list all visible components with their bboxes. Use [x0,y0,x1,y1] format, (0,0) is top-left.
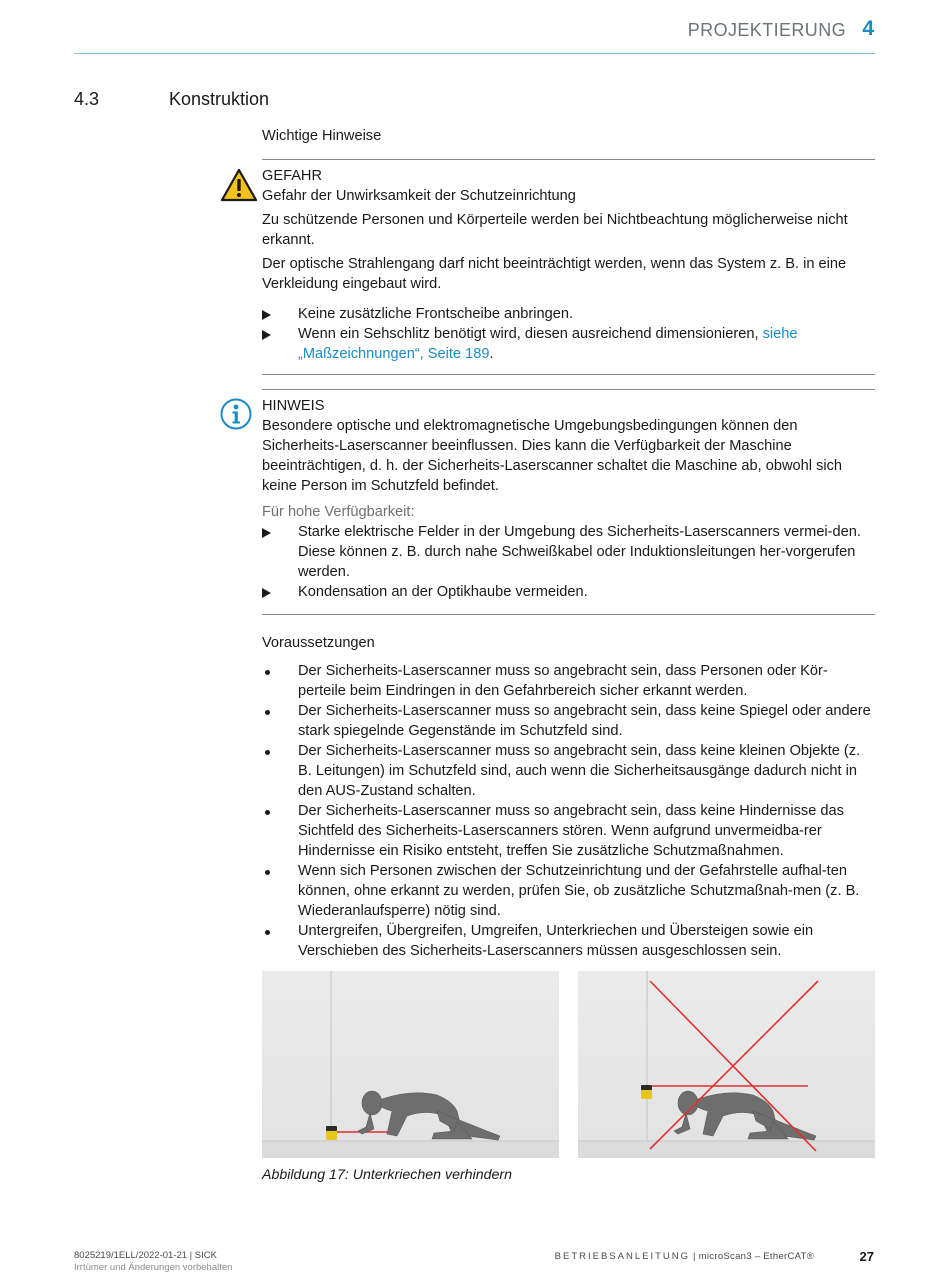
list-item: Der Sicherheits-Laserscanner muss so angebracht sein, dass keine Hindernisse das Sichtfeld des Sicherheits-Laserscanners stören. Wenn aufgrund unvermeidba-rer Hindernisse ein Risiko entsteht, treffen Sie zusätzliche Schutzmaßnahmen. [262,801,875,861]
chapter-title: PROJEKTIERUNG [687,20,846,40]
arrow-marker-icon [262,528,271,538]
list-item: Starke elektrische Felder in der Umgebung des Sicherheits-Laserscanners vermei-den. Diese können z. B. durch nahe Schweißkabel oder Induktionsleitungen her-vorgerufen werden. [262,522,875,582]
notice-lead: Für hohe Verfügbarkeit: [262,504,415,520]
list-item: Der Sicherheits-Laserscanner muss so angebracht sein, dass keine Spiegel oder andere stark spiegelnde Gegenstände im Schutzfeld sind. [262,701,875,741]
notice-bottom-rule [262,614,875,615]
list-item: Untergreifen, Übergreifen, Umgreifen, Unterkriechen und Übersteigen sowie ein Verschieben des Sicherheits-Laserscanners müssen ausgeschlossen sein. [262,921,875,961]
footer-left [74,1250,232,1274]
arrow-marker-icon [262,588,271,598]
bullet-marker [265,810,270,815]
danger-paragraph-1: Zu schützende Personen und Körperteile werden bei Nichtbeachtung möglicherweise nicht erkannt. [262,212,848,248]
chapter-number: 4 [862,17,874,40]
manual-type: BETRIEBSANLEITUNG [554,1251,691,1262]
warning-triangle-icon [220,168,258,202]
danger-block [262,166,875,364]
prerequisites-list [262,661,875,961]
list-item: Wenn ein Sehschlitz benötigt wird, diesen ausreichend dimensionieren, siehe „Maßzeichnungen“, Seite 189. [262,324,875,364]
bullet-marker [265,670,270,675]
bullet-marker [265,750,270,755]
section-number: 4.3 [74,89,100,109]
bullet-marker [265,930,270,935]
prerequisites-heading: Voraussetzungen [262,635,375,651]
important-notes-heading: Wichtige Hinweise [262,128,382,144]
document-id: 8025219/1ELL/2022-01-21 | SICK [74,1250,217,1261]
figure-caption: Abbildung 17: Unterkriechen verhindern [262,1167,513,1183]
bullet-marker [265,870,270,875]
figure-wrong-mounting [578,971,875,1158]
arrow-marker-icon [262,310,271,320]
header-rule [74,53,875,54]
notice-block [262,396,875,602]
disclaimer: Irrtümer und Änderungen vorbehalten [74,1262,233,1273]
page-number: 27 [859,1249,874,1264]
figure-correct-mounting [262,971,559,1158]
prerequisites-block [262,661,875,961]
footer-right [555,1251,814,1262]
danger-subtitle: Gefahr der Unwirksamkeit der Schutzeinrichtung [262,188,576,204]
danger-top-rule [262,159,875,160]
notice-label: HINWEIS [262,398,325,414]
notice-action-list [262,522,875,602]
info-circle-icon [220,398,252,430]
danger-action-list [262,304,875,364]
danger-bottom-rule [262,374,875,375]
cross-reference-link[interactable]: siehe „Maßzeichnungen“, Seite 189 [298,326,798,362]
notice-paragraph: Besondere optische und elektromagnetische Umgebungsbedingungen können den Sicherheits-Laserscanner beeinflussen. Dies kann die Verfügbarkeit der Maschine beeinträchtigen, d. h. der Sicherheits-Laserscanner schaltet die Maschine ab, obwohl sich keine Person im Schutzfeld befindet. [262,418,843,494]
list-item: Keine zusätzliche Frontscheibe anbringen. [262,304,875,324]
bullet-marker [265,710,270,715]
arrow-marker-icon [262,330,271,340]
danger-label: GEFAHR [262,168,323,184]
product-name: | microScan3 – EtherCAT® [692,1251,814,1262]
danger-paragraph-2: Der optische Strahlengang darf nicht beeinträchtigt werden, wenn das System z. B. in eine Verkleidung eingebaut wird. [262,256,847,292]
notice-top-rule [262,389,875,390]
section-title: Konstruktion [169,89,270,109]
list-item: Der Sicherheits-Laserscanner muss so angebracht sein, dass keine kleinen Objekte (z. B. Leitungen) im Schutzfeld sind, auch wenn die Sicherheitsausgänge dadurch nicht in den AUS-Zustand schalten. [262,741,875,801]
list-item: Wenn sich Personen zwischen der Schutzeinrichtung und der Gefahrstelle aufhal-ten können, ohne erkannt zu werden, prüfen Sie, ob zusätzliche Schutzmaßnah-men (z. B. Wiederanlaufsperre) nötig sind. [262,861,875,921]
list-item: Kondensation an der Optikhaube vermeiden. [262,582,875,602]
list-item: Der Sicherheits-Laserscanner muss so angebracht sein, dass Personen oder Kör-perteile beim Eindringen in den Gefahrbereich sicher erkannt werden. [262,661,875,701]
